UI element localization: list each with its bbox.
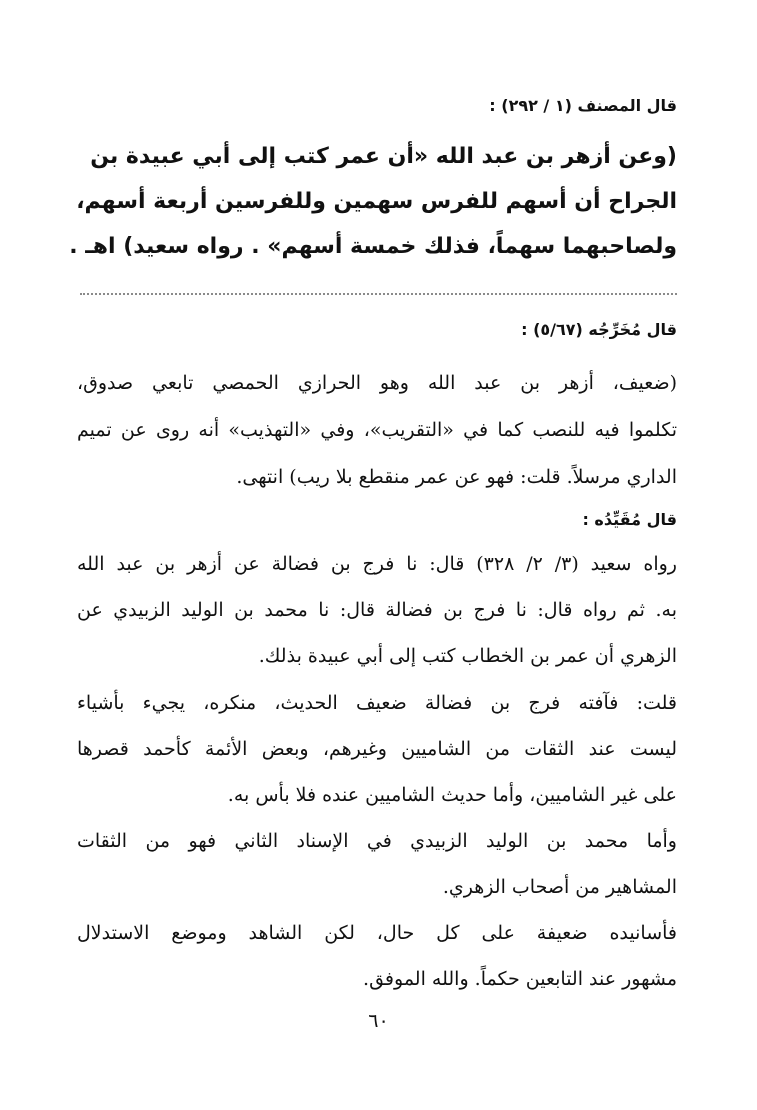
paragraph-line: على غير الشاميين، وأما حديث الشاميين عنده فلا بأس به. — [227, 784, 677, 806]
takhrij-line: الداري مرسلاً. قلت: فهو عن عمر منقطع بلا ريب) انتهى. — [236, 466, 677, 488]
takhrij-line: (ضعيف، أزهر بن عبد الله وهو الحرازي الحمصي تابعي صدوق، — [77, 372, 678, 394]
section-divider — [80, 293, 677, 295]
paragraph-line: وأما محمد بن الوليد الزبيدي في الإسناد الثاني فهو من الثقات — [77, 830, 677, 852]
page-number: ٦٠ — [368, 1010, 389, 1032]
paragraph-line: قلت: فآفته فرج بن فضالة ضعيف الحديث، منكره، يجيء بأشياء — [77, 692, 677, 714]
takhrij-line: تكلموا فيه للنصب كما في «التقريب»، وفي «التهذيب» أنه روى عن تميم — [77, 419, 677, 441]
paragraph-line: المشاهير من أصحاب الزهري. — [442, 876, 677, 898]
paragraph-line: به. ثم رواه قال: نا فرج بن فضالة قال: نا محمد بن الوليد الزبيدي عن — [77, 599, 677, 621]
quote-line: (وعن أزهر بن عبد الله «أن عمر كتب إلى أبي عبيدة بن — [90, 144, 677, 169]
paragraph-line: مشهور عند التابعين حكماً. والله الموفق. — [363, 968, 677, 990]
paragraph-line: ليست عند الثقات من الشاميين وغيرهم، وبعض الأئمة كأحمد قصرها — [77, 738, 677, 760]
paragraph-line: فأسانيده ضعيفة على كل حال، لكن الشاهد وموضع الاستدلال — [77, 922, 677, 944]
quote-line: الجراح أن أسهم للفرس سهمين وللفرسين أربعة أسهم، — [76, 189, 677, 214]
muqayyid-heading: قال مُقَيِّدُه : — [582, 510, 677, 529]
author-heading: قال المصنف (١ / ٢٩٢) : — [489, 96, 677, 115]
paragraph-line: الزهري أن عمر بن الخطاب كتب إلى أبي عبيدة بذلك. — [258, 645, 677, 667]
paragraph-line: رواه سعيد (٣/ ٢/ ٣٢٨) قال: نا فرج بن فضالة عن أزهر بن عبد الله — [77, 553, 677, 575]
takhrij-heading: قال مُخَرِّجُه (٥/٦٧) : — [521, 320, 677, 339]
quote-line: ولصاحبهما سهماً، فذلك خمسة أسهم» . رواه سعيد) اهـ . — [69, 234, 677, 259]
